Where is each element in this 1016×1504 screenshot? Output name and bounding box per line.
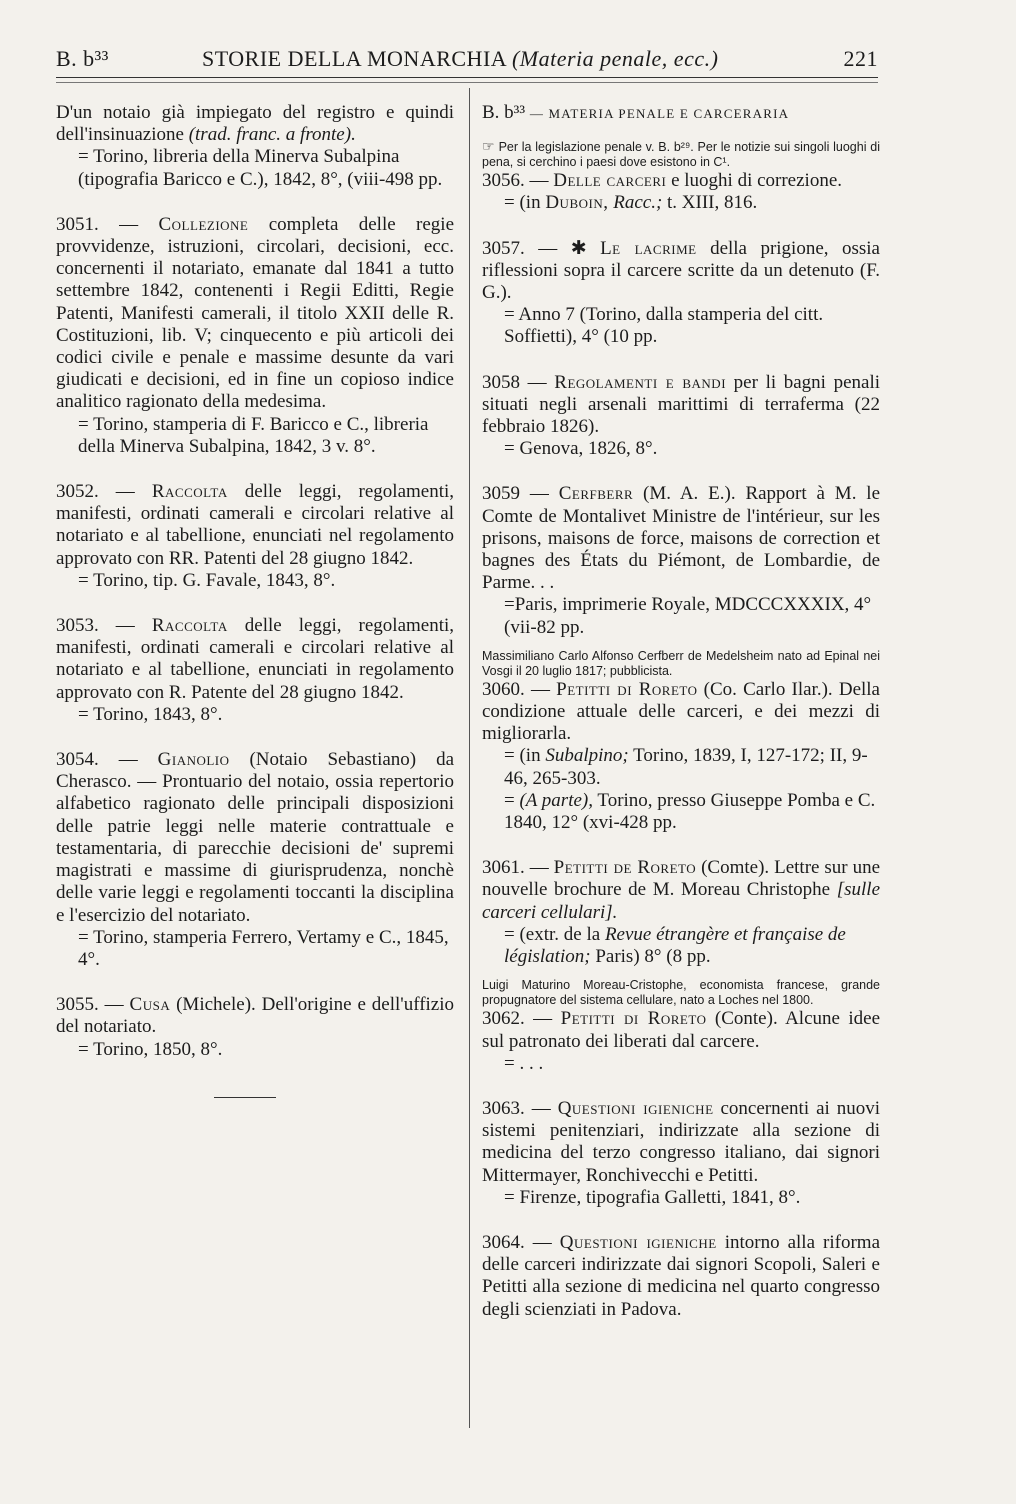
- entry-number: 3059 —: [482, 483, 549, 505]
- entry-number: 3054. —: [56, 749, 138, 771]
- entry-3053: [56, 615, 454, 726]
- entry-title: (Michele). Dell'origine e dell'uffizio del notariato.: [56, 994, 455, 1038]
- entry-text: [482, 483, 880, 594]
- entry-text: [56, 615, 454, 704]
- entry-author: Questioni igieniche: [559, 1231, 717, 1253]
- entry-3056: [482, 170, 880, 214]
- imprint-part: = (extr. de la: [504, 923, 601, 945]
- imprint-part: Torino, presso Giuseppe Pomba e C. 1840, 12° (xvi-428 pp.: [504, 789, 876, 834]
- entry-number: 3052. —: [56, 481, 135, 503]
- entry-3062: [482, 1008, 880, 1075]
- entry-title: (Conte). Alcune idee sul patronato dei liberati dal carcere.: [482, 1008, 881, 1052]
- entry-number: 3057. — ✱: [482, 237, 587, 259]
- entry-title: (M. A. E.). Rapport à M. le Comte de Montalivet Ministre de l'intérieur, sur les prisons, maisons de force, maisons de correction et bagnes des États du Piémont, de Lombardie, de Parme. . .: [482, 483, 881, 594]
- entry-number: 3060. —: [482, 678, 550, 700]
- entry-imprint: = Torino, 1850, 8°.: [78, 1038, 223, 1060]
- entry-number: 3055. —: [56, 994, 124, 1016]
- entry-author: Cusa: [129, 994, 171, 1016]
- header-rule: [56, 77, 878, 78]
- section-title: — MATERIA PENALE E CARCERARIA: [529, 106, 790, 121]
- entry-author: Petitti di Roreto: [560, 1008, 707, 1030]
- entry-text: [482, 1232, 880, 1321]
- entry-title: (Comte). Lettre sur une nouvelle brochure de M. Moreau Christophe: [482, 857, 881, 901]
- entry-title: delle leggi, regolamenti, manifesti, ordinati camerali e circolari relative al notariato e al tabellione, enunciati nel regolamento approvato con RR. Patenti del 28 giugno 1842.: [56, 481, 455, 569]
- entry-imprint: = Torino, 1843, 8°.: [78, 703, 223, 725]
- entry-imprint: =Paris, imprimerie Royale, MDCCCXXXIX, 4° (vii-82 pp.: [504, 594, 872, 638]
- entry-number: 3056. —: [482, 170, 549, 192]
- entry-title: completa delle regie provvidenze, istruzioni, circolari, decisioni, ecc. concernenti il notariato, emanate dal 1841 a tutto settembre 1842, contenenti i Regii Editti, Regie Patenti, Manifesti camerali, il titolo XXII delle R. Costituzioni, lib. V; cinquecento e più articoli dei codici civile e penale e massime desunte da vari giudicati e decisioni, ed in fine un copioso indice analitico ragionato della medesima.: [56, 213, 455, 413]
- imprint-italic: Revue étrangère et française de législation;: [504, 923, 846, 968]
- imprint-part: = (in: [504, 745, 541, 767]
- entry-number: 3062. —: [482, 1008, 553, 1030]
- entry-author: Delle carceri: [553, 170, 667, 192]
- page-number: 221: [843, 46, 878, 71]
- header-rule-thin: [56, 82, 878, 83]
- entry-title: e luoghi di correzione.: [671, 170, 843, 192]
- entry-title-italic: [sulle carceri cellulari].: [482, 879, 880, 923]
- entry-imprint: = Torino, libreria della Minerva Subalpina (tipografia Baricco e C.), 1842, 8°, (viii-498 pp.: [78, 146, 443, 190]
- pointing-hand-icon: ☞: [482, 138, 495, 155]
- header-title: [202, 46, 718, 72]
- entry-number: 3058 —: [482, 371, 547, 393]
- entry-3052: [56, 481, 454, 592]
- entry-imprint: [482, 745, 880, 789]
- entry-title: concernenti ai nuovi sistemi penitenziari, indirizzate alla sezione di medicina del terzo congresso italiano, dai signori Mittermayer, Ronchivecchi e Petitti.: [482, 1097, 881, 1186]
- entry-author: Collezione: [158, 213, 249, 235]
- imprint-italic: (A parte),: [519, 789, 593, 811]
- entry-3060: [482, 679, 880, 834]
- entry-3061: [482, 857, 880, 968]
- imprint-part: t. XIII, 816.: [667, 192, 758, 214]
- imprint-author: Duboin,: [545, 192, 609, 214]
- imprint-part: Torino, 1839, I, 127-172; II, 9-46, 265-303.: [504, 745, 868, 789]
- entry-author: Raccolta: [151, 481, 228, 503]
- entry-text-body: D'un notaio già impiegato del registro e quindi dell'insinuazione: [56, 102, 454, 146]
- entry-title: intorno alla riforma delle carceri indirizzate dai signori Scopoli, Saleri e Petitti alla sezione di medicina nel quarto congresso degli scienziati in Padova.: [482, 1231, 880, 1320]
- entry-title: (Notaio Sebastiano) da Cherasco. — Prontuario del notaio, ossia repertorio alfabetico ragionato delle principali disposizioni delle patrie leggi nelle materie contrattuale e testamentaria, di parecchie decisioni de' supremi magistrati e massime di giurisprudenza, nonchè delle varie leggi e regolamenti toccanti la disciplina e l'esercizio del notariato.: [56, 749, 455, 926]
- entry-3051: [56, 214, 454, 458]
- entry-3058: [482, 372, 880, 461]
- biographical-note: Luigi Maturino Moreau-Cristophe, economista francese, grande propugnatore del sistema cellulare, nato a Loches nel 1800.: [482, 978, 880, 1008]
- header-section-code: B. b³³: [56, 46, 109, 71]
- entry-imprint: [482, 192, 880, 214]
- cross-reference-text: Per la legislazione penale v. B. b²⁹. Per le notizie sui singoli luoghi di pena, si cerchino i paesi dove esistono in C¹.: [482, 140, 880, 170]
- entry-imprint: = Torino, stamperia Ferrero, Vertamy e C., 1845, 4°.: [78, 926, 449, 970]
- entry-text: [482, 372, 880, 439]
- entry-text: [482, 1008, 880, 1052]
- entry-author: Petitti di Roreto: [556, 678, 698, 700]
- entry-3059: [482, 483, 880, 638]
- entry-number: 3063. —: [482, 1097, 551, 1119]
- entry-text: [56, 481, 454, 570]
- cross-reference-note: [482, 139, 880, 170]
- section-code: B. b³³: [482, 102, 526, 123]
- entry-3055: [56, 994, 454, 1061]
- entry-3057: [482, 238, 880, 349]
- entry-author: Petitti de Roreto: [553, 857, 697, 879]
- entry-text-italic: (trad. franc. a fronte).: [188, 124, 356, 146]
- biographical-note: Massimiliano Carlo Alfonso Cerfberr de Medelsheim nato ad Epinal nei Vosgi il 20 luglio 1817; pubblicista.: [482, 648, 880, 678]
- entry-text: [482, 1098, 880, 1187]
- entry-text: [482, 679, 880, 746]
- left-column: [56, 102, 454, 1098]
- entry-continued: [56, 102, 454, 191]
- entry-text: [56, 749, 454, 927]
- entry-author: Cerfberr: [558, 483, 634, 505]
- entry-imprint: [482, 790, 880, 834]
- entry-imprint: = Torino, tip. G. Favale, 1843, 8°.: [78, 569, 336, 591]
- column-separator: [469, 88, 470, 1428]
- entry-imprint: = Anno 7 (Torino, dalla stamperia del citt. Soffietti), 4° (10 pp.: [504, 304, 824, 348]
- entry-3064: [482, 1232, 880, 1321]
- entry-imprint: = Torino, stamperia di F. Baricco e C., libreria della Minerva Subalpina, 1842, 3 v. 8°.: [78, 413, 429, 457]
- entry-author: Questioni igieniche: [557, 1097, 714, 1119]
- imprint-part: Paris) 8° (8 pp.: [595, 946, 711, 968]
- header-title-main: STORIE DELLA MONARCHIA: [202, 46, 506, 71]
- entry-text: [56, 994, 454, 1038]
- right-column: [482, 102, 880, 1344]
- entry-imprint: = Firenze, tipografia Galletti, 1841, 8°.: [504, 1186, 801, 1208]
- entry-title: per li bagni penali situati negli arsenali marittimi di terraferma (22 febbraio 1826).: [482, 371, 881, 438]
- entry-text: [482, 857, 880, 924]
- imprint-part: =: [504, 789, 515, 811]
- entry-title: della prigione, ossia riflessioni sopra il carcere scritte da un detenuto (F. G.).: [482, 237, 880, 304]
- section-end-rule: [214, 1097, 276, 1098]
- entry-imprint: = Genova, 1826, 8°.: [504, 438, 658, 460]
- entry-text: [56, 102, 454, 146]
- header-title-italic: (Materia penale, ecc.): [511, 46, 719, 71]
- entry-author: Gianolio: [157, 749, 230, 771]
- entry-imprint: [482, 924, 880, 968]
- entry-author: Le lacrime: [600, 237, 697, 259]
- entry-number: 3064. —: [482, 1231, 552, 1253]
- imprint-italic: Racc.;: [613, 192, 663, 214]
- entry-title: (Co. Carlo Ilar.). Della condizione attuale delle carceri, e dei mezzi di migliorarla.: [482, 678, 880, 745]
- entry-number: 3053. —: [56, 615, 135, 637]
- section-heading: [482, 102, 880, 125]
- entry-3054: [56, 749, 454, 971]
- entry-number: 3061. —: [482, 857, 549, 879]
- entry-3063: [482, 1098, 880, 1209]
- imprint-italic: Subalpino;: [545, 745, 629, 767]
- entry-text: [482, 238, 880, 305]
- entry-author: Regolamenti e bandi: [554, 371, 727, 393]
- entry-title: delle leggi, regolamenti, manifesti, ordinati camerali e circolari relative al notariato e al tabellione, enunciati in regolamento approvato con R. Patente del 28 giugno 1842.: [56, 615, 455, 703]
- entry-imprint: = . . .: [504, 1052, 544, 1074]
- entry-text: [482, 170, 880, 192]
- entry-text: [56, 214, 454, 414]
- entry-author: Raccolta: [151, 615, 228, 637]
- entry-number: 3051. —: [56, 213, 139, 235]
- imprint-part: = (in: [504, 192, 541, 214]
- running-header: [56, 44, 878, 76]
